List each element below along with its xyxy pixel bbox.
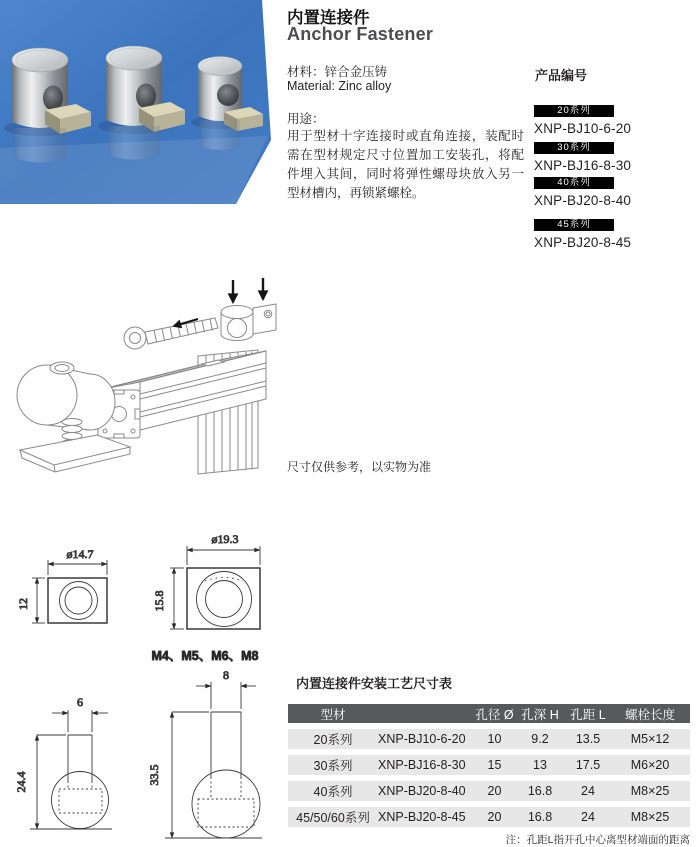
cell-hole-depth: 13 (533, 758, 547, 772)
front-view-large-drawing (147, 649, 262, 838)
cell-code: XNP-BJ16-8-30 (378, 758, 466, 772)
page-title-zh: 内置连接件 (287, 9, 370, 27)
product-code: XNP-BJ10-6-20 (534, 121, 632, 136)
cell-series: 45/50/60系列 (296, 811, 370, 825)
spec-table-header-row (288, 704, 690, 723)
cell-hole-dia: 20 (487, 810, 502, 824)
cell-code: XNP-BJ10-6-20 (378, 732, 466, 746)
cell-hole-depth: 16.8 (527, 784, 553, 798)
cell-code: XNP-BJ20-8-45 (378, 810, 466, 824)
product-codes-heading: 产品编号 (535, 68, 588, 83)
cell-bolt-length: M5×12 (630, 732, 670, 746)
cell-hole-dist: 17.5 (575, 758, 601, 772)
cell-hole-dia: 20 (487, 784, 502, 798)
cell-code: XNP-BJ20-8-40 (378, 784, 466, 798)
front-view-small-drawing (14, 695, 112, 829)
cell-hole-dist: 24 (581, 784, 595, 798)
material-en: Material: Zinc alloy (287, 79, 392, 93)
cell-hole-dist: 13.5 (575, 732, 601, 746)
cell-hole-depth: 16.8 (527, 810, 553, 824)
cell-hole-dist: 24 (581, 810, 595, 824)
dimension-drawings (0, 524, 285, 847)
column-header: 螺栓长度 (624, 707, 675, 722)
assembly-diagram (2, 272, 292, 482)
dim-label: 6 (77, 695, 83, 709)
dim-label: ø19.3 (211, 532, 239, 546)
top-view-small-drawing (16, 547, 107, 623)
column-header: 孔距 L (570, 707, 606, 722)
product-code: XNP-BJ20-8-40 (534, 193, 632, 208)
product-code-item (534, 219, 631, 250)
cell-series: 40系列 (313, 785, 353, 799)
fastener-piece-drawing (221, 304, 276, 341)
cell-series: 30系列 (313, 759, 353, 773)
material-zh: 材料：锌合金压铸 (287, 65, 388, 79)
dim-label: 15.8 (152, 590, 166, 612)
product-code: XNP-BJ20-8-45 (534, 235, 632, 250)
product-code-item (534, 105, 631, 136)
spec-table-note: 注：孔距L指开孔中心离型材端面的距离 (505, 834, 690, 846)
page-title-en: Anchor Fastener (287, 24, 434, 44)
spec-table-title: 内置连接件安装工艺尺寸表 (296, 676, 453, 691)
cell-bolt-length: M8×25 (630, 810, 670, 824)
dim-label: 33.5 (147, 764, 161, 786)
disclaimer-text: 尺寸仅供参考，以实物为准 (287, 460, 432, 474)
column-header: 型材 (320, 707, 346, 722)
series-badge: 40系列 (534, 177, 614, 189)
usage-text: 用于型材十字连接时或直角连接，装配时需在型材规定尺寸位置加工安装孔，将配件埋入其间，同时将弹性螺母块放入另一型材槽内，再锁紧螺栓。 (287, 129, 524, 200)
column-header: 孔深 H (521, 707, 559, 722)
cell-series: 20系列 (313, 733, 353, 747)
cell-hole-dia: 15 (487, 758, 502, 772)
dim-label: 24.4 (14, 771, 28, 793)
dim-label: 8 (223, 668, 229, 682)
spec-table-panel (288, 673, 690, 847)
series-badge: 45系列 (534, 219, 614, 231)
product-code-item (534, 142, 631, 173)
cell-bolt-length: M8×25 (630, 784, 670, 798)
product-code: XNP-BJ16-8-30 (534, 158, 632, 173)
series-badge: 30系列 (534, 142, 614, 154)
table-row (288, 755, 690, 775)
thread-sizes-label: M4、M5、M6、M8 (151, 649, 259, 663)
table-row (288, 729, 690, 749)
cell-bolt-length: M6×20 (630, 758, 670, 772)
product-code-item (534, 177, 631, 208)
product-photo (0, 0, 275, 210)
table-row (288, 781, 690, 801)
table-row (288, 807, 690, 827)
bolt-drawing (124, 318, 218, 349)
top-view-large-drawing (152, 532, 260, 629)
usage-label: 用途： (287, 112, 325, 126)
cell-hole-dia: 10 (487, 732, 502, 746)
cell-hole-depth: 9.2 (531, 732, 549, 746)
dim-label: ø14.7 (66, 547, 94, 561)
dim-label: 12 (16, 598, 30, 610)
series-badge: 20系列 (534, 105, 614, 117)
column-header: 孔径 Ø (475, 707, 514, 722)
